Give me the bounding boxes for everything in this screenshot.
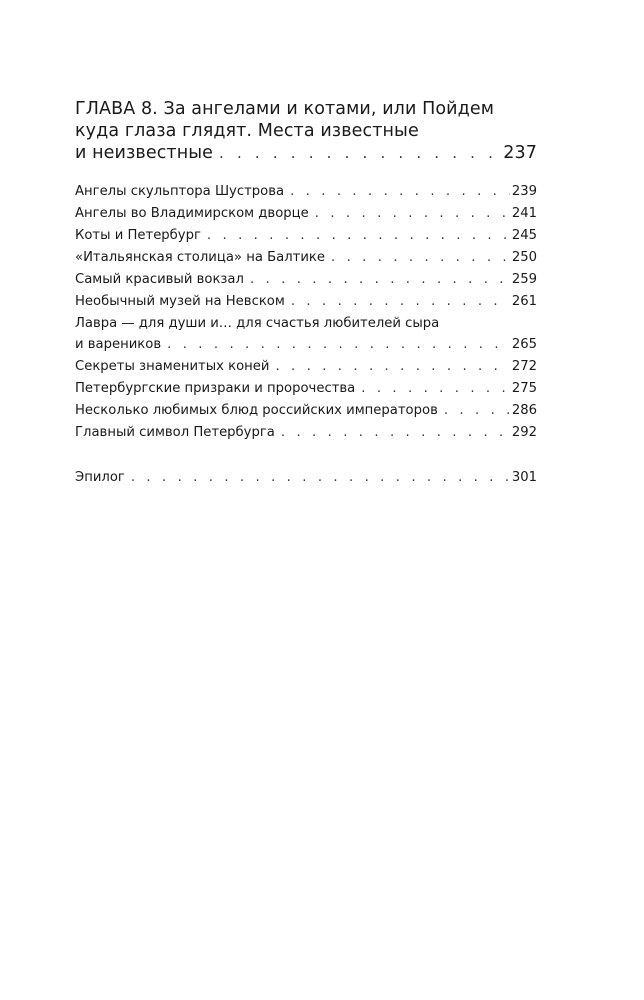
toc-entry-page: 265 [511,336,537,352]
chapter-title-line-2: куда глаза глядят. Места известные [75,121,419,141]
toc-entry-page: 245 [511,228,537,243]
toc-entry [75,423,537,444]
toc-entry-title: Ангелы во Владимирском дворце [75,206,309,221]
dot-leader [281,423,510,444]
toc-entry-title: Несколько любимых блюд российских императоров [75,402,438,418]
section-list [75,182,537,443]
toc-entry-page: 286 [511,402,537,418]
toc-entry-title: Петербургские призраки и пророчества [75,380,356,396]
toc-entry [75,270,537,291]
toc-entry-page: 241 [511,206,537,221]
toc-entry [75,182,537,203]
dot-leader [290,182,510,203]
toc-entry-title: Необычный музей на Невском [75,294,285,309]
dot-leader [250,270,510,291]
toc-entry-page: 259 [511,272,537,287]
chapter-title-line-3 [75,142,537,164]
toc-entry-page: 275 [511,380,537,396]
dot-leader [131,468,510,489]
chapter-page-number: 237 [503,143,537,163]
toc-entry [75,401,537,422]
toc-entry [75,226,537,247]
toc-entry-title: Главный символ Петербурга [75,424,275,440]
toc-entry [75,248,537,269]
dot-leader [219,142,501,164]
dot-leader [275,357,509,378]
toc-entry-title: и вареников [75,336,162,352]
chapter-title-last: и неизвестные [75,143,214,163]
epilogue-page: 301 [511,470,537,485]
toc-entry-page: 239 [511,184,537,199]
toc-entry-page: 250 [511,250,537,265]
toc-entry [75,204,537,225]
toc-entry [75,357,537,378]
toc-entry [75,292,537,313]
dot-leader [291,292,510,313]
dot-leader [315,204,510,225]
toc-entry [75,314,537,355]
epilogue-title: Эпилог [75,470,125,485]
dot-leader [361,379,510,400]
chapter-heading [75,98,537,164]
toc-entry-page: 272 [511,358,537,374]
toc-entry-title: Ангелы скульптора Шустрова [75,184,285,199]
toc-entry-title: Секреты знаменитых коней [75,358,270,374]
dot-leader [444,401,510,422]
toc-entry-page: 261 [511,294,537,309]
toc-entry [75,379,537,400]
dot-leader [167,335,510,356]
toc-entry-title: Самый красивый вокзал [75,272,244,287]
table-of-contents [75,98,537,490]
dot-leader [207,226,510,247]
toc-entry-page: 292 [511,424,537,440]
epilogue-entry [75,468,537,489]
toc-entry-title-line-1: Лавра — для души и… для счастья любителей сыра [75,316,440,331]
chapter-title-line-1: ГЛАВА 8. За ангелами и котами, или Пойдем [75,99,495,119]
dot-leader [331,248,510,269]
toc-entry-title: «Итальянская столица» на Балтике [75,250,325,265]
toc-entry-title: Коты и Петербург [75,228,201,243]
